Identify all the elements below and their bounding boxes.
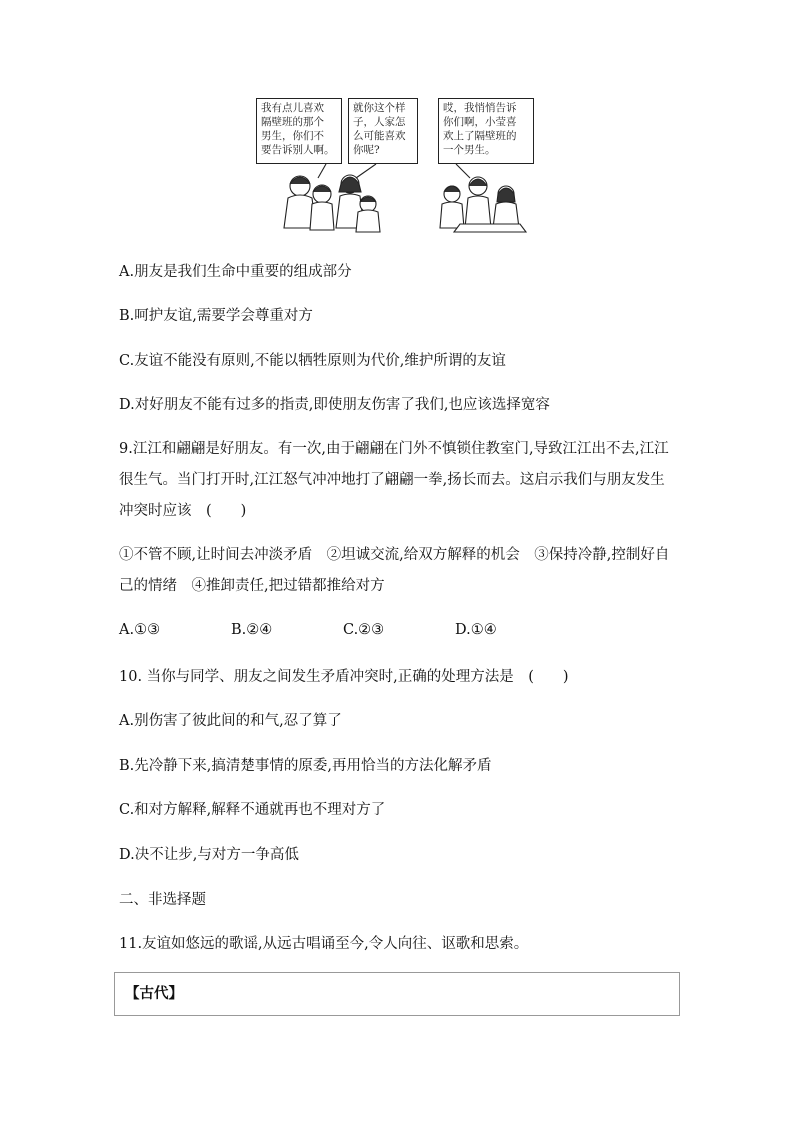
q10-option-d: D.决不让步,与对方一争高低 xyxy=(119,847,299,863)
q8-option-a: A.朋友是我们生命中重要的组成部分 xyxy=(119,264,352,280)
q8-option-c: C.友谊不能没有原则,不能以牺牲原则为代价,维护所谓的友谊 xyxy=(119,353,506,369)
answer-box[interactable] xyxy=(114,972,680,1016)
q10-stem: 10. 当你与同学、朋友之间发生矛盾冲突时,正确的处理方法是 ( ) xyxy=(119,669,569,685)
q9-stem: 9.江江和翩翩是好朋友。有一次,由于翩翩在门外不慎锁住教室门,导致江江出不去,江江很生气。当门打开时,江江怒气冲冲地打了翩翩一拳,扬长而去。这启示我们与朋友发生冲突时应该 ( ) xyxy=(119,441,669,519)
section-title: 二、非选择题 xyxy=(119,892,206,908)
q10-option-b: B.先冷静下来,搞清楚事情的原委,再用恰当的方法化解矛盾 xyxy=(119,758,492,774)
q8-option-d: D.对好朋友不能有过多的指责,即使朋友伤害了我们,也应该选择宽容 xyxy=(119,397,550,413)
speech-bubble-1 xyxy=(256,98,342,164)
q9-options xyxy=(119,622,567,638)
q9-option-d: D.①④ xyxy=(455,622,497,638)
q9-option-b: B.②④ xyxy=(231,622,273,638)
q9-statements: ①不管不顾,让时间去冲淡矛盾 ②坦诚交流,给双方解释的机会 ③保持冷静,控制好自己的情绪 ④推卸责任,把过错都推给对方 xyxy=(119,547,670,594)
bubble-text: 我有点儿喜欢 隔壁班的那个 男生，你们不 要告诉别人啊。 xyxy=(261,102,335,156)
speech-bubble-3 xyxy=(438,98,534,164)
answer-box-label: 【古代】 xyxy=(125,985,183,1002)
q9-option-a: A.①③ xyxy=(119,622,161,638)
q10-option-c: C.和对方解释,解释不通就再也不理对方了 xyxy=(119,802,386,818)
bubble-text: 就你这个样 子，人家怎 么可能喜欢 你呢? xyxy=(353,102,406,156)
q9-option-c: C.②③ xyxy=(343,622,385,638)
bubble-text: 哎，我悄悄告诉 你们啊，小莹喜 欢上了隔壁班的 一个男生。 xyxy=(443,102,517,156)
q11-stem: 11.友谊如悠远的歌谣,从远古唱诵至今,令人向往、讴歌和思索。 xyxy=(119,936,529,952)
speech-bubble-2 xyxy=(348,98,418,164)
q8-option-b: B.呵护友谊,需要学会尊重对方 xyxy=(119,308,313,324)
cartoon-figures-icon xyxy=(256,164,536,238)
comic-illustration xyxy=(256,98,536,238)
q10-option-a: A.别伤害了彼此间的和气,忍了算了 xyxy=(119,713,342,729)
